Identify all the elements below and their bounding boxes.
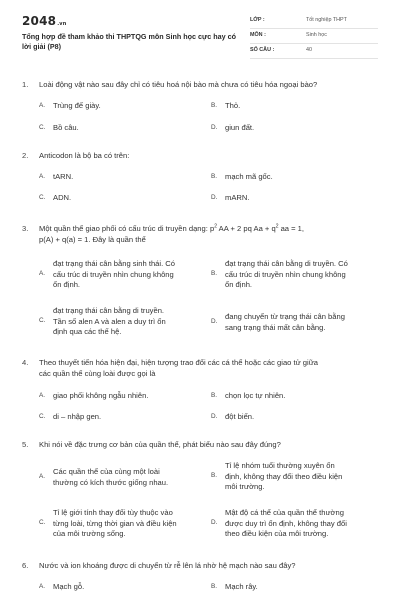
option-line: sang trạng thái mất cân bằng. [225, 322, 326, 332]
option-letter: A. [39, 173, 46, 180]
option-letter: D. [211, 124, 218, 131]
option-line: đạt trạng thái cân bằng di truyền. Có [225, 259, 348, 268]
question-number: 2. [22, 151, 29, 160]
option-line: cấu trúc di truyền nhìn chung không [225, 269, 346, 279]
formula-line-2: p(A) + q(a) = 1. Đây là quần thể [39, 234, 146, 244]
formula-exponent: 2 [275, 223, 279, 230]
question-number: 3. [22, 224, 29, 233]
option-letter: B. [211, 583, 218, 590]
option-letter: A. [39, 392, 46, 399]
option-a[interactable] [39, 467, 209, 489]
option-line: thường có kích thước giống nhau. [53, 477, 169, 487]
option-letter: D. [211, 519, 218, 526]
meta-key: LỚP : [250, 17, 265, 23]
question-text: Loài động vật nào sau đây chỉ có tiêu hoá nội bào mà chưa có tiêu hóa ngoại bào? [39, 80, 318, 89]
question-4 [22, 358, 378, 380]
option-letter: A. [39, 102, 46, 109]
question-3 [22, 224, 378, 248]
question-text: Nước và ion khoáng được di chuyển từ rễ lên lá nhờ hệ mạch nào sau đây? [39, 561, 296, 570]
option-c[interactable] [39, 306, 209, 338]
option-c[interactable] [39, 508, 211, 540]
option-letter: C. [39, 124, 46, 131]
meta-value: Tốt nghiệp THPT [306, 17, 347, 23]
question-text: Anticodon là bộ ba có trên: [39, 151, 130, 160]
option-text: Trùng đế giày. [53, 101, 101, 110]
option-b[interactable] [211, 259, 381, 291]
option-letter: B. [211, 270, 218, 277]
option-d[interactable] [211, 508, 381, 540]
option-line: cấu trúc di truyền nhìn chung không [53, 269, 174, 279]
meta-row-grade [250, 14, 378, 29]
option-line: môi trường. [225, 482, 265, 491]
option-line: theo điều kiện của môi trường. [225, 529, 329, 538]
question-number: 4. [22, 358, 29, 367]
option-line: Tỉ lệ nhóm tuổi thường xuyên ổn [225, 461, 335, 470]
option-letter: D. [211, 318, 218, 325]
option-text: Bồ câu. [53, 123, 79, 132]
option-text [225, 461, 342, 493]
option-text: tARN. [53, 172, 74, 181]
meta-row-subject [250, 29, 378, 44]
option-letter: B. [211, 173, 218, 180]
option-letter: D. [211, 194, 218, 201]
question-number: 5. [22, 440, 29, 449]
logo-text: 2048 [22, 14, 57, 28]
document-title: Tổng hợp đề tham khảo thi THPTQG môn Sinh học cực hay có lời giải (P8) [22, 32, 236, 51]
meta-key: MÔN : [250, 32, 266, 38]
option-text [53, 508, 177, 540]
option-letter: C. [39, 194, 46, 201]
option-letter: A. [39, 473, 46, 480]
option-letter: D. [211, 413, 218, 420]
meta-value: Sinh học [306, 32, 327, 38]
option-d[interactable] [211, 312, 381, 334]
option-letter: A. [39, 270, 46, 277]
option-line: định qua các thế hệ. [53, 327, 122, 336]
option-b[interactable] [211, 461, 381, 493]
option-line: đạt trạng thái cân bằng di truyền. [53, 306, 165, 315]
site-logo[interactable] [22, 14, 67, 28]
option-text [225, 259, 348, 291]
option-text: giun đất. [225, 123, 255, 132]
document-header [22, 14, 378, 62]
option-line: đang chuyển từ trạng thái cân bằng [225, 312, 345, 321]
option-line: Các quần thể của cùng một loài [53, 467, 160, 476]
option-text: mARN. [225, 193, 250, 202]
question-text [39, 224, 378, 245]
option-letter: B. [211, 102, 218, 109]
meta-row-count [250, 44, 378, 59]
question-text: Khi nói về đặc trưng cơ bản của quần thể, phát biểu nào sau đây đúng? [39, 440, 281, 449]
option-text: Mạch gỗ. [53, 582, 85, 591]
question-line: Theo thuyết tiến hóa hiện đại, hiện tượng trao đổi các cá thể hoặc các giao tử giữa [39, 358, 319, 367]
formula-part: Một quần thể giao phối có cấu trúc di truyền dạng: p [39, 224, 215, 233]
option-letter: C. [39, 519, 46, 526]
logo-suffix: .vn [57, 21, 67, 27]
option-text: đột biến. [225, 412, 255, 421]
option-text [53, 306, 166, 338]
option-line: Tần số alen A và alen a duy trì ổn [53, 316, 166, 326]
option-line: Tỉ lệ giới tính thay đổi tùy thuộc vào [53, 508, 173, 517]
question-number: 1. [22, 80, 29, 89]
option-text: ADN. [53, 193, 72, 202]
formula-part: AA + 2 pq Aa + q [216, 224, 276, 233]
option-text: Mạch rây. [225, 582, 258, 591]
option-text: chọn lọc tự nhiên. [225, 391, 286, 400]
question-line: các quần thể cùng loài được gọi là [39, 368, 156, 378]
option-line: ổn định. [53, 280, 81, 289]
option-letter: B. [211, 392, 218, 399]
meta-value: 40 [306, 47, 312, 53]
meta-table [250, 14, 378, 59]
option-text [225, 508, 347, 540]
question-number: 6. [22, 561, 29, 570]
option-text [53, 467, 168, 488]
option-line: được duy trì ổn định, không thay đổi [225, 518, 347, 528]
option-letter: B. [211, 472, 218, 479]
question-text [39, 358, 378, 379]
option-a[interactable] [39, 259, 209, 291]
formula-part: aa = 1, [278, 224, 305, 233]
option-text: giao phối không ngẫu nhiên. [53, 391, 149, 400]
formula-exponent: 2 [214, 223, 217, 230]
option-text: mạch mã gốc. [225, 172, 273, 181]
option-line: đạt trạng thái cân bằng sinh thái. Có [53, 259, 176, 268]
option-letter: C. [39, 317, 46, 324]
option-letter: C. [39, 413, 46, 420]
option-line: từng loài, từng thời gian và điều kiện [53, 518, 177, 528]
option-text [225, 312, 345, 333]
option-line: ổn định. [225, 280, 253, 289]
option-text: di – nhập gen. [53, 412, 102, 421]
option-line: của môi trường sống. [53, 529, 126, 538]
option-text: Thỏ. [225, 101, 241, 110]
option-line: Mật độ cá thể của quần thể thường [225, 508, 344, 517]
option-text [53, 259, 175, 291]
option-line: định, không thay đổi theo điều kiện [225, 471, 343, 481]
option-letter: A. [39, 583, 46, 590]
meta-key: SỐ CÂU : [250, 47, 275, 53]
